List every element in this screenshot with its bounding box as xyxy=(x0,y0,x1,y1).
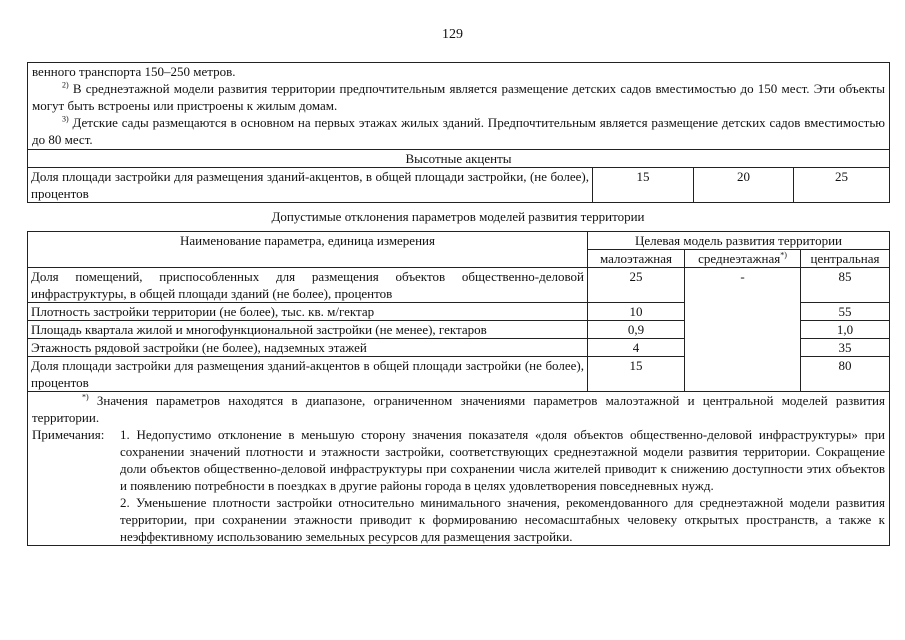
central-value: 35 xyxy=(801,339,890,357)
row-label: Доля площади застройки для размещения зданий-акцентов, в общей площади застройки, (не более), процентов xyxy=(28,168,593,203)
table-row-label: Площадь квартала жилой и многофункциональной застройки (не менее), гектаров xyxy=(28,321,588,339)
notes-section xyxy=(32,426,885,545)
central-value: 1,0 xyxy=(801,321,890,339)
central-value: 85 xyxy=(801,268,890,303)
col-header-central: центральная xyxy=(801,250,890,268)
col-header-mid: среднеэтажная*) xyxy=(685,250,801,268)
value-cell: 25 xyxy=(794,168,890,203)
section-header: Высотные акценты xyxy=(28,150,890,168)
note-2: $^{2)}$ В среднеэтажной модели развития территории предпочтительным является размещение детских садов вместимостью до 150 мест. Эти объекты могут быть встроены или пристроены к жилым домам. xyxy=(32,80,886,113)
value-cell: 15 xyxy=(593,168,694,203)
low-value: 0,9 xyxy=(588,321,685,339)
col-header-low: малоэтажная xyxy=(588,250,685,268)
section-title: Допустимые отклонения параметров моделей развития территории xyxy=(271,209,645,224)
table-row-label: Доля площади застройки для размещения зданий-акцентов в общей площади застройки (не более), процентов xyxy=(28,357,588,392)
low-value: 15 xyxy=(588,357,685,392)
low-value: 4 xyxy=(588,339,685,357)
note-continuation: венного транспорта 150–250 метров. xyxy=(32,64,236,79)
note-item: 1. Недопустимо отклонение в меньшую сторону значения показателя «доля объектов общественно-деловой инфраструктуры» при сохранении значений плотности и этажности застройки, соответствующих среднеэтажной модели развития территории. Сокращение доли объектов общественно-деловой инфраструктуры при сохранении числа жителей приводит к снижению доступности этих объектов и появлению потребности в поездках в другие районы города в целях удовлетворения повседневных нужд. xyxy=(120,427,885,493)
notes-cell xyxy=(28,63,890,150)
note-item: 2. Уменьшение плотности застройки относительно минимального значения, рекомендованного для среднеэтажной модели развития территории, при сохранении этажности приводит к формированию несомасштабных человеку открытых пространств, а также к неэффективному использованию земельных ресурсов для размещения застройки. xyxy=(120,495,885,544)
low-value: 25 xyxy=(588,268,685,303)
page-number: 129 xyxy=(442,27,463,42)
value-cell: 20 xyxy=(694,168,794,203)
central-value: 80 xyxy=(801,357,890,392)
group-header: Целевая модель развития территории xyxy=(588,232,890,250)
deviations-table xyxy=(27,231,890,546)
central-value: 55 xyxy=(801,303,890,321)
footer-block xyxy=(28,392,890,546)
note-3: $^{3)}$ Детские сады размещаются в основном на первых этажах жилых зданий. Предпочтительным является размещение детских садов вместимостью до 80 мест. xyxy=(32,114,886,147)
footnote: *) Значения параметров находятся в диапазоне, ограниченном значениями параметров малоэтажной и центральной моделей развития территории. xyxy=(32,392,885,425)
table-row-label: Плотность застройки территории (не более), тыс. кв. м/гектар xyxy=(28,303,588,321)
param-header: Наименование параметра, единица измерения xyxy=(28,232,588,268)
document-body xyxy=(27,62,889,546)
low-value: 10 xyxy=(588,303,685,321)
table-row-label: Доля помещений, приспособленных для размещения объектов общественно-деловой инфраструктуры, в общей площади зданий (не более), процентов xyxy=(28,268,588,303)
table-row-label: Этажность рядовой застройки (не более), надземных этажей xyxy=(28,339,588,357)
mid-value: - xyxy=(685,268,801,392)
top-table xyxy=(27,62,890,203)
notes-label: Примечания: xyxy=(32,427,105,442)
